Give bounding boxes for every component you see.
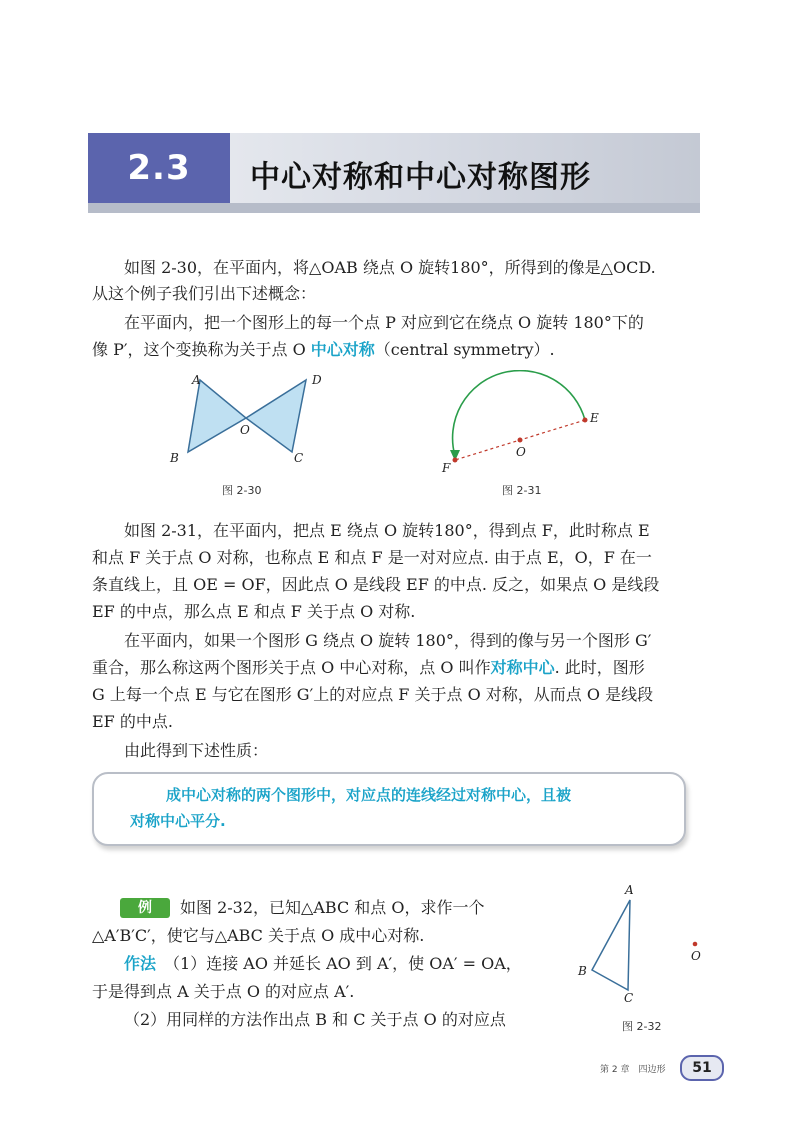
paragraph-4-line-2 <box>92 655 645 681</box>
label-o: O <box>240 423 250 437</box>
label-c: C <box>294 451 304 465</box>
point-e <box>583 418 588 423</box>
label-e: E <box>590 411 599 425</box>
paragraph-2-line-1: 在平面内，把一个图形上的每一个点 P 对应到它在绕点 O 旋转 180°下的 <box>124 313 644 332</box>
label-a: A <box>625 883 634 897</box>
example-badge: 例 <box>120 898 170 918</box>
section-number: 2.3 <box>88 133 230 203</box>
label-o: O <box>691 949 701 963</box>
paragraph-4-line-3: G 上每一个点 E 与它在图形 G′上的对应点 F 关于点 O 对称，从而点 O 是线段 <box>92 685 654 704</box>
paragraph-1-line-2: 从这个例子我们引出下述概念： <box>92 284 317 303</box>
figure-2-32-caption: 图 2-32 <box>622 1020 662 1033</box>
figure-2-32 <box>570 880 720 1010</box>
figure-2-31-caption: 图 2-31 <box>502 484 542 497</box>
p2-text-pre: 像 P′，这个变换称为关于点 O <box>92 340 311 359</box>
paragraph-5: 由此得到下述性质： <box>124 741 269 760</box>
term-central-symmetry: 中心对称 <box>310 340 375 359</box>
label-b: B <box>170 451 179 465</box>
paragraph-4-line-1: 在平面内，如果一个图形 G 绕点 O 旋转 180°，得到的像与另一个图形 G′ <box>124 631 652 650</box>
footer-chapter: 第 2 章 四边形 <box>600 1065 666 1075</box>
paragraph-1-line-1: 如图 2-30，在平面内，将△OAB 绕点 O 旋转180°，所得到的像是△OCD. <box>124 258 656 277</box>
figure-2-31 <box>420 370 620 480</box>
example-line-4: 于是得到点 A 关于点 O 的对应点 A′. <box>92 982 355 1001</box>
point-o <box>693 942 698 947</box>
method-label: 作法 <box>124 954 157 973</box>
section-title: 中心对称和中心对称图形 <box>250 160 591 195</box>
triangle-ocd <box>246 380 306 452</box>
label-b: B <box>578 964 587 978</box>
paragraph-3-line-4: EF 的中点，那么点 E 和点 F 关于点 O 对称. <box>92 602 416 621</box>
label-a: A <box>192 373 201 387</box>
paragraph-3-line-2: 和点 F 关于点 O 对称，也称点 E 和点 F 是一对对应点. 由于点 E，O，F 在一 <box>92 548 652 567</box>
point-o <box>518 438 523 443</box>
paragraph-2-line-2 <box>92 337 555 363</box>
p4-text-pre: 重合，那么称这两个图形关于点 O 中心对称，点 O 叫作 <box>92 658 491 677</box>
rotation-arc <box>453 371 585 456</box>
figure-2-30 <box>160 370 340 470</box>
property-line-2: 对称中心平分. <box>130 812 226 830</box>
property-line-1: 成中心对称的两个图形中，对应点的连线经过对称中心，且被 <box>166 786 572 804</box>
term-center-of-symmetry: 对称中心 <box>490 658 555 677</box>
p2-text-post: （central symmetry）. <box>374 340 555 359</box>
p4-text-post: . 此时，图形 <box>554 658 645 677</box>
label-o: O <box>516 445 526 459</box>
label-d: D <box>312 373 322 387</box>
figure-2-30-caption: 图 2-30 <box>222 484 262 497</box>
label-c: C <box>624 991 634 1005</box>
example-line-1: 如图 2-32，已知△ABC 和点 O，求作一个 <box>180 898 485 917</box>
example-line-3 <box>124 951 522 977</box>
paragraph-3-line-1: 如图 2-31，在平面内，把点 E 绕点 O 旋转180°，得到点 F，此时称点 E <box>124 521 650 540</box>
label-f: F <box>442 461 451 475</box>
example-line-2: △A′B′C′，使它与△ABC 关于点 O 成中心对称. <box>92 926 425 945</box>
example-line-5: （2）用同样的方法作出点 B 和 C 关于点 O 的对应点 <box>124 1010 506 1029</box>
page-number: 51 <box>680 1055 724 1081</box>
method-step-1: （1）连接 AO 并延长 AO 到 A′，使 OA′ = OA， <box>164 954 522 973</box>
triangle-abc <box>592 900 630 990</box>
point-f <box>453 458 458 463</box>
paragraph-3-line-3: 条直线上，且 OE = OF，因此点 O 是线段 EF 的中点. 反之，如果点 O 是线段 <box>92 575 660 594</box>
triangle-oab <box>188 380 246 452</box>
paragraph-4-line-4: EF 的中点. <box>92 712 173 731</box>
